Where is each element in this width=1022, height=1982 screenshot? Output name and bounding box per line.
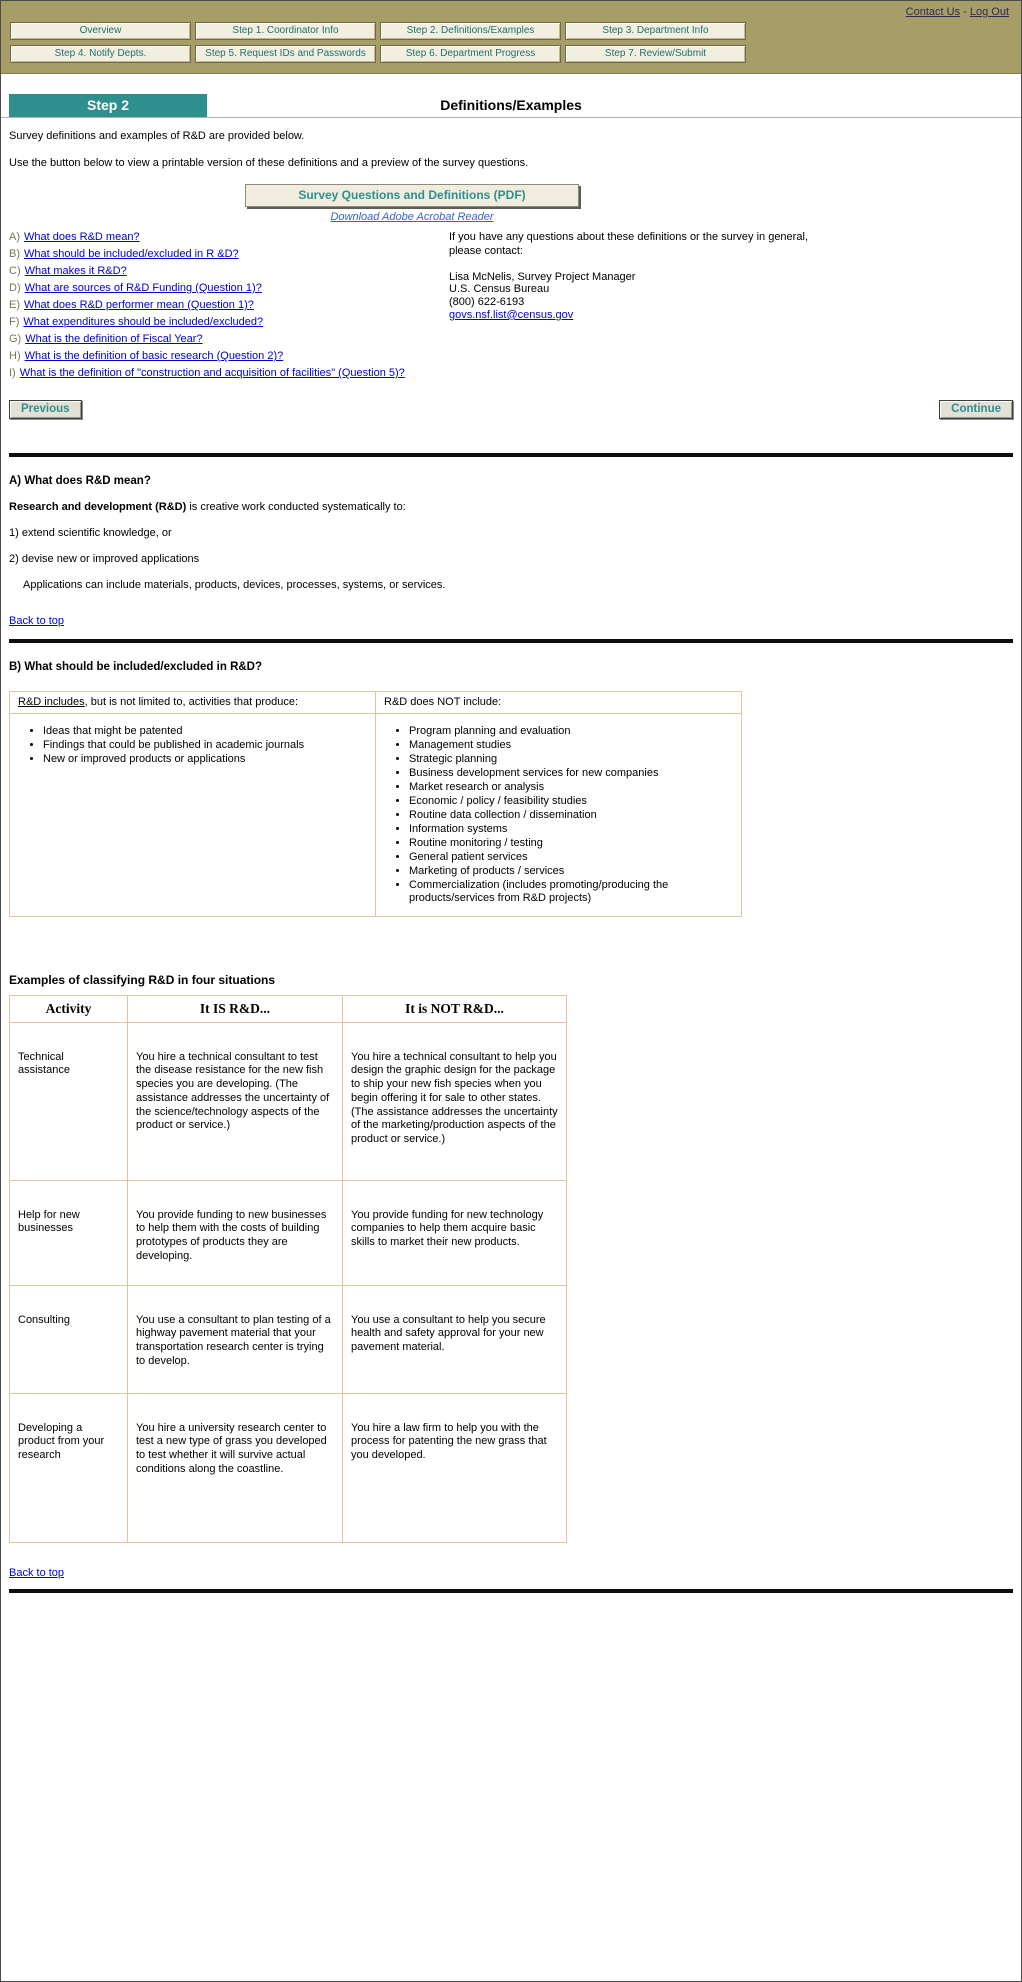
log-out-link[interactable]: Log Out bbox=[969, 6, 1009, 18]
not-rd-cell: You hire a law firm to help you with the process for patenting the new grass that you developed. bbox=[343, 1393, 567, 1542]
section-a-heading: A) What does R&D mean? bbox=[9, 475, 151, 487]
excludes-item: • Routine data collection / dissemination bbox=[409, 809, 740, 822]
question-letter: F) bbox=[9, 316, 20, 328]
tab-overview[interactable]: Overview bbox=[10, 22, 191, 40]
includes-excludes-body-row bbox=[10, 714, 742, 917]
excludes-item: • Market research or analysis bbox=[409, 781, 740, 794]
survey-questions-pdf-button[interactable]: Survey Questions and Definitions (PDF) bbox=[245, 184, 578, 207]
includes-excludes-header-row bbox=[10, 692, 742, 714]
download-acrobat-link[interactable]: Download Adobe Acrobat Reader bbox=[330, 211, 494, 223]
tab-row-1 bbox=[10, 22, 746, 40]
examples-heading: Examples of classifying R&D in four situations bbox=[9, 972, 276, 987]
question-row-i bbox=[9, 367, 449, 379]
intro-line-2: Use the button below to view a printable version of these definitions and a preview of the survey questions. bbox=[9, 157, 529, 169]
question-link-i[interactable]: What is the definition of "construction and acquisition of facilities" (Question 5)? bbox=[19, 367, 405, 379]
section-a-definition bbox=[9, 501, 1013, 513]
step-number-badge: Step 2 bbox=[9, 94, 207, 117]
contact-intro-text: If you have any questions about these definitions or the survey in general, please contact: bbox=[449, 231, 808, 257]
rd-includes-link[interactable]: R&D includes bbox=[18, 696, 85, 708]
question-row-h bbox=[9, 350, 449, 362]
examples-header-row bbox=[10, 995, 567, 1022]
excludes-header-cell: R&D does NOT include: bbox=[376, 692, 742, 714]
question-row-c bbox=[9, 265, 449, 277]
section-divider bbox=[9, 1589, 1013, 1593]
rd-term-bold: Research and development (R&D) bbox=[9, 501, 187, 513]
section-a-note: Applications can include materials, products, devices, processes, systems, or services. bbox=[23, 579, 446, 591]
question-row-f bbox=[9, 316, 449, 328]
question-row-b bbox=[9, 248, 449, 260]
question-link-e[interactable]: What does R&D performer mean (Question 1)? bbox=[24, 299, 254, 311]
includes-cell bbox=[10, 714, 376, 917]
navigation-buttons bbox=[9, 400, 1013, 419]
table-row bbox=[10, 1022, 567, 1180]
tab-row-2 bbox=[10, 45, 746, 63]
activity-cell: Help for new businesses bbox=[10, 1180, 128, 1285]
question-link-h[interactable]: What is the definition of basic research (Question 2)? bbox=[24, 350, 284, 362]
activity-cell: Consulting bbox=[10, 1285, 128, 1393]
question-link-d[interactable]: What are sources of R&D Funding (Question 1)? bbox=[24, 282, 262, 294]
section-a-item-1: 1) extend scientific knowledge, or bbox=[9, 527, 172, 539]
tab-step-5-request-ids-passwords[interactable]: Step 5. Request IDs and Passwords bbox=[195, 45, 376, 63]
question-letter: H) bbox=[9, 350, 21, 362]
excludes-item: • Routine monitoring / testing bbox=[409, 837, 740, 850]
links-and-contact bbox=[9, 231, 1013, 384]
excludes-item: • Marketing of products / services bbox=[409, 865, 740, 878]
question-link-b[interactable]: What should be included/excluded in R &D? bbox=[24, 248, 239, 260]
intro-line-1: Survey definitions and examples of R&D are provided below. bbox=[9, 130, 305, 142]
not-rd-cell: You use a consultant to help you secure health and safety approval for your new pavement material. bbox=[343, 1285, 567, 1393]
includes-item: • Findings that could be published in academic journals bbox=[43, 739, 374, 752]
contact-name: Lisa McNelis, Survey Project Manager bbox=[449, 270, 636, 283]
contact-email-link[interactable]: govs.nsf.list@census.gov bbox=[449, 308, 574, 321]
question-link-g[interactable]: What is the definition of Fiscal Year? bbox=[25, 333, 203, 345]
question-letter: C) bbox=[9, 265, 21, 277]
contact-phone: (800) 622-6193 bbox=[449, 296, 525, 308]
section-divider bbox=[9, 639, 1013, 643]
not-rd-cell: You hire a technical consultant to help you design the graphic design for the package to ship your new fish species when you begin offering it for sale to other states. (The assistance addresses the uncertainty of the marketing/production aspects of the product or service.) bbox=[343, 1022, 567, 1180]
excludes-item: • Economic / policy / feasibility studies bbox=[409, 795, 740, 808]
is-rd-cell: You hire a technical consultant to test the disease resistance for the new fish species you are developing. (The assistance addresses the uncertainty of the science/technology aspects of the product or service.) bbox=[128, 1022, 343, 1180]
tab-step-4-notify-depts[interactable]: Step 4. Notify Depts. bbox=[10, 45, 191, 63]
question-letter: B) bbox=[9, 248, 20, 260]
includes-excludes-table bbox=[9, 691, 742, 917]
contact-us-link[interactable]: Contact Us bbox=[905, 6, 961, 18]
question-row-d bbox=[9, 282, 449, 294]
question-row-e bbox=[9, 299, 449, 311]
question-letter: G) bbox=[9, 333, 22, 345]
page-title: Definitions/Examples bbox=[440, 97, 582, 113]
column-header-not-rd: It is NOT R&D... bbox=[343, 995, 567, 1022]
is-rd-cell: You use a consultant to plan testing of a highway pavement material that your transportation research center is trying to develop. bbox=[128, 1285, 343, 1393]
header-link-separator: - bbox=[960, 6, 970, 18]
rd-includes-rest: , but is not limited to, activities that produce: bbox=[84, 696, 299, 708]
excludes-item: • Business development services for new companies bbox=[409, 767, 740, 780]
tab-step-6-department-progress[interactable]: Step 6. Department Progress bbox=[380, 45, 561, 63]
question-letter: A) bbox=[9, 231, 20, 243]
excludes-list bbox=[409, 725, 740, 905]
question-letter: I) bbox=[9, 367, 16, 379]
excludes-item: • Program planning and evaluation bbox=[409, 725, 740, 738]
is-rd-cell: You hire a university research center to test a new type of grass you developed to test whether it will survive actual conditions along the coastline. bbox=[128, 1393, 343, 1542]
includes-list bbox=[43, 725, 374, 766]
is-rd-cell: You provide funding to new businesses to help them with the costs of building prototypes of products they are developing. bbox=[128, 1180, 343, 1285]
includes-item: • New or improved products or applications bbox=[43, 753, 374, 766]
contact-org: U.S. Census Bureau bbox=[449, 283, 550, 296]
activity-cell: Developing a product from your research bbox=[10, 1393, 128, 1542]
question-row-a bbox=[9, 231, 449, 243]
section-a-item-2: 2) devise new or improved applications bbox=[9, 553, 200, 565]
contact-info-block bbox=[449, 231, 821, 384]
excludes-item: • Commercialization (includes promoting/producing the products/services from R&D projects) bbox=[409, 879, 740, 905]
excludes-item: • Information systems bbox=[409, 823, 740, 836]
excludes-item: • General patient services bbox=[409, 851, 740, 864]
column-header-activity: Activity bbox=[10, 995, 128, 1022]
tab-step-3-department-info[interactable]: Step 3. Department Info bbox=[565, 22, 746, 40]
table-row bbox=[10, 1285, 567, 1393]
examples-table bbox=[9, 995, 567, 1543]
question-links-list bbox=[9, 231, 449, 384]
top-header bbox=[1, 1, 1021, 74]
question-letter: D) bbox=[9, 282, 21, 294]
excludes-cell bbox=[376, 714, 742, 917]
excludes-item: • Management studies bbox=[409, 739, 740, 752]
step-bar bbox=[1, 94, 1021, 118]
header-links bbox=[9, 4, 1013, 22]
not-rd-cell: You provide funding for new technology companies to help them acquire basic skills to market their new products. bbox=[343, 1180, 567, 1285]
back-to-top-link[interactable]: Back to top bbox=[9, 615, 65, 627]
includes-header-cell bbox=[10, 692, 376, 714]
activity-cell: Technical assistance bbox=[10, 1022, 128, 1180]
pdf-button-area bbox=[9, 184, 815, 223]
excludes-item: • Strategic planning bbox=[409, 753, 740, 766]
question-link-c[interactable]: What makes it R&D? bbox=[24, 265, 127, 277]
section-b-heading: B) What should be included/excluded in R&D? bbox=[9, 661, 263, 673]
table-row bbox=[10, 1393, 567, 1542]
previous-button[interactable]: Previous bbox=[9, 400, 82, 419]
tab-step-2-definitions-examples[interactable]: Step 2. Definitions/Examples bbox=[380, 22, 561, 40]
section-divider bbox=[9, 453, 1013, 457]
question-link-a[interactable]: What does R&D mean? bbox=[24, 231, 140, 243]
rd-term-rest: is creative work conducted systematically to: bbox=[186, 501, 406, 513]
back-to-top-link[interactable]: Back to top bbox=[9, 1566, 65, 1579]
table-row bbox=[10, 1180, 567, 1285]
question-letter: E) bbox=[9, 299, 20, 311]
question-link-f[interactable]: What expenditures should be included/excluded? bbox=[23, 316, 264, 328]
main-content bbox=[1, 118, 1021, 1593]
includes-item: • Ideas that might be patented bbox=[43, 725, 374, 738]
continue-button[interactable]: Continue bbox=[939, 400, 1013, 419]
tab-step-1-coordinator-info[interactable]: Step 1. Coordinator Info bbox=[195, 22, 376, 40]
question-row-g bbox=[9, 333, 449, 345]
tab-step-7-review-submit[interactable]: Step 7. Review/Submit bbox=[565, 45, 746, 63]
column-header-is-rd: It IS R&D... bbox=[128, 995, 343, 1022]
